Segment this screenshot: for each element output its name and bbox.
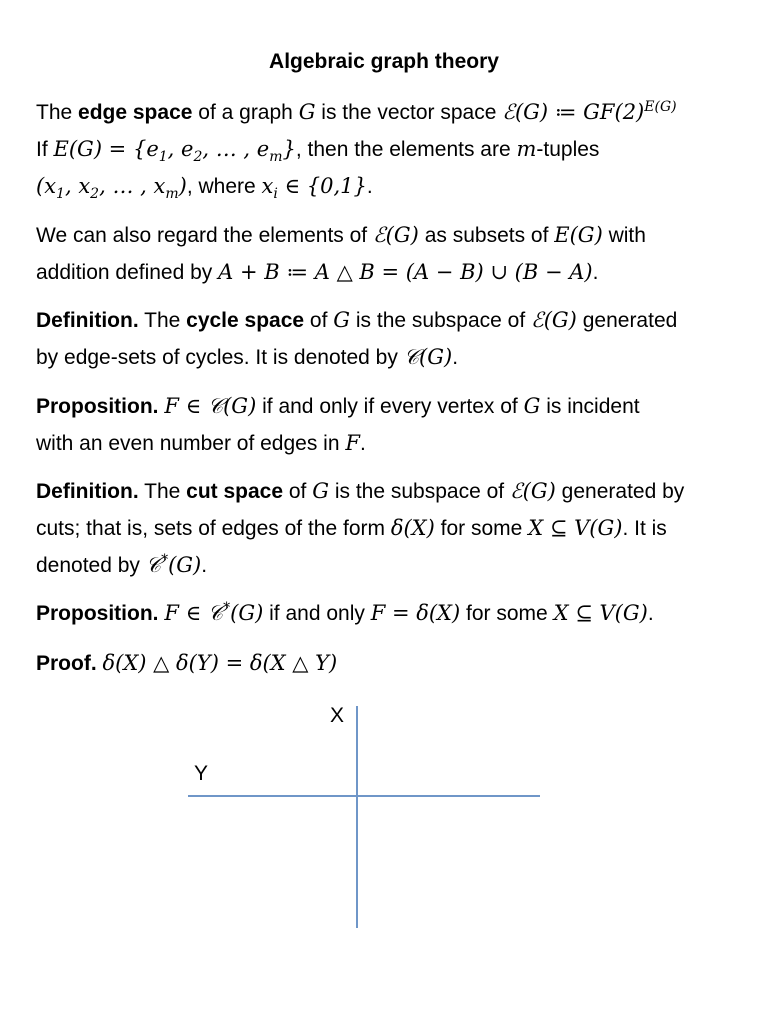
proof-label: Proof. [36,652,97,675]
y-label: Y [194,762,209,785]
cycle-space-definition [36,302,736,376]
text-line: Definition. The cycle space of G is the subspace of ℰ(G) generated [36,308,678,332]
text-line: denoted by 𝒞*(G). [36,552,208,577]
text-line: with an even number of edges in F. [36,431,366,455]
math-formula: ℰ(G) ≔ GF(2) [502,100,645,124]
text-line: cuts; that is, sets of edges of the form δ(X) for some X ⊆ V(G). It is [36,516,667,540]
term-edge-space: edge space [78,101,193,124]
text-line: Proposition. F ∈ 𝒞(G) if and only if every vertex of G is incident [36,394,640,418]
math-formula: A + B ≔ A △ B = (A − B) ∪ (B − A) [218,260,593,284]
subsets-paragraph [36,217,736,291]
vertical-line [356,706,358,928]
cut-space-definition [36,473,736,584]
term-cycle-space: cycle space [186,309,305,332]
text-line: addition defined by A + B ≔ A △ B = (A − B) ∪ (B − A). [36,260,599,284]
proposition-label: Proposition. [36,602,159,625]
text-line: Proposition. F ∈ 𝒞*(G) if and only F = δ(X) for some X ⊆ V(G). [36,600,654,625]
text-line: Definition. The cut space of G is the subspace of ℰ(G) generated by [36,479,685,503]
x-label: X [330,704,345,727]
horizontal-line [188,795,540,797]
text-line [36,645,736,682]
proof-paragraph [36,645,736,682]
proposition-label: Proposition. [36,395,159,418]
definition-label: Definition. [36,309,139,332]
text-line: If $E(G) = \{e_1$, $e_2$, … , $e_m$}, then the elements are m-tuples [36,137,600,165]
math-formula: δ(X) △ δ(Y) = δ(X △ Y) [102,651,338,675]
edge-space-paragraph [36,94,736,205]
definition-label: Definition. [36,480,139,503]
page-title: Algebraic graph theory [269,50,499,73]
cycle-space-proposition [36,388,736,462]
term-cut-space: cut space [186,480,284,503]
text-line: The edge space of a graph G is the vector space ℰ(G) ≔ $GF(2)^{E(G)}$ [36,99,677,124]
cut-space-proposition [36,595,736,632]
text-line: ($x_1$, $x_2$, … , $x_m$), where $x_i$ ∈ {0,1}. [36,174,373,202]
text-line: We can also regard the elements of ℰ(G) as subsets of E(G) with [36,223,646,247]
text-line: by edge-sets of cycles. It is denoted by 𝒞(G). [36,345,459,369]
